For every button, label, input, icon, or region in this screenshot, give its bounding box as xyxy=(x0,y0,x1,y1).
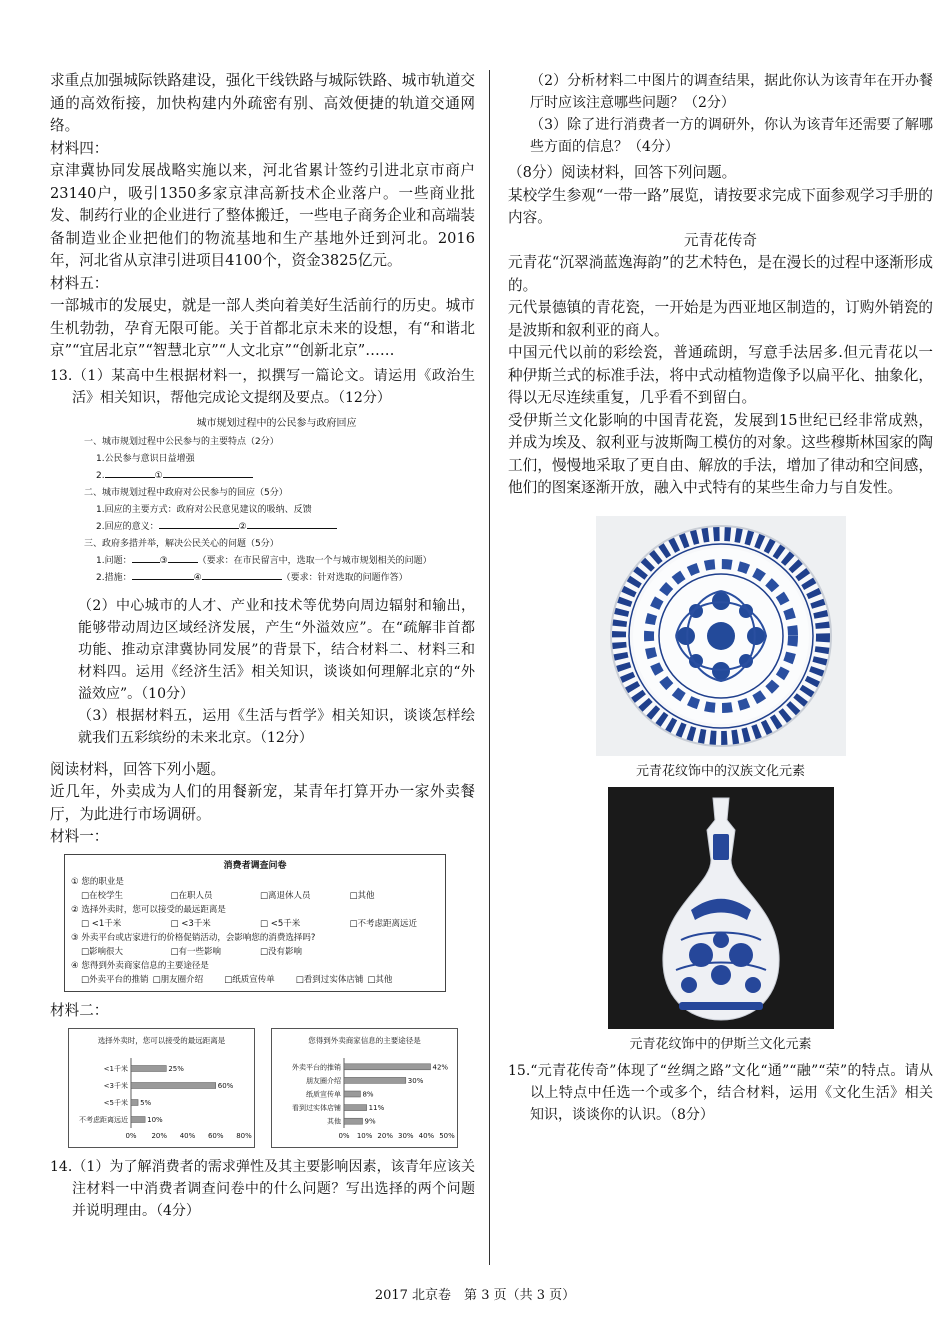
info-source-chart xyxy=(271,1028,458,1148)
survey-option: □在校学生 xyxy=(81,890,124,901)
x-tick-label: 40% xyxy=(179,1132,196,1140)
category-label: 纸质宣传单 xyxy=(306,1090,341,1099)
material-4-title: 材料四： xyxy=(50,139,109,157)
plate-caption: 元青花纹饰中的汉族文化元素 xyxy=(635,763,805,779)
continued-paragraph: 求重点加强城际铁路建设，强化干线铁路与城际铁路、城市轨道交通的高效衔接，加快构建内外疏密有别、高效便捷的轨道交通网络。 xyxy=(50,72,475,134)
survey-option: □有一些影响 xyxy=(170,946,222,957)
distance-chart xyxy=(68,1028,255,1148)
x-tick-label: 80% xyxy=(236,1132,252,1140)
distance-chart-svg xyxy=(69,1046,254,1146)
data-bar xyxy=(344,1064,431,1070)
data-label: 30% xyxy=(407,1076,424,1085)
category-label: 不考虑距离远近 xyxy=(79,1116,128,1124)
blue-white-plate-image xyxy=(596,516,846,756)
category-label: 朋友圈介绍 xyxy=(306,1076,341,1085)
question-13-2: （2）中心城市的人才、产业和技术等优势向周边辐射和输出，能够带动周边区域经济发展，产生“外溢效应”。在“疏解非首都功能、推动京津冀协同发展”的背景下，结合材料二、材料三和材料四。运用《经济生活》相关知识，谈谈如何理解北京的“外溢效应”。（10分） xyxy=(78,597,475,702)
paragraph-4: 受伊斯兰文化影响的中国青花瓷，发展到15世纪已经非常成熟，并成为埃及、叙利亚与波斯陶工模仿的对象。这些穆斯林国家的陶工们，慢慢地采取了更自由、解放的手法，增加了律动和空间感，他们的图案逐渐开放，融入中式特有的某些生命力与自发性。 xyxy=(508,411,933,496)
category-label: <1千米 xyxy=(103,1065,128,1073)
category-label: 其他 xyxy=(327,1117,341,1126)
data-label: 8% xyxy=(362,1090,374,1099)
survey-option: □ <1千米 xyxy=(81,918,122,929)
reading-instruction-2: （8分）阅读材料，回答下列问题。 xyxy=(508,164,737,181)
essay-outline xyxy=(78,415,475,587)
outline-item-2a: 1.回应的主要方式：政府对公民意见建议的吸纳、反馈 xyxy=(96,504,312,515)
question-14-1: 14.（1）为了解消费者的需求弹性及其主要影响因素，该青年应该关注材料一中消费者调查问卷中的什么问题？写出选择的两个问题并说明理由。（4分） xyxy=(50,1159,475,1219)
material-2-title: 材料二： xyxy=(50,1001,109,1019)
material-4-body: 京津冀协同发展战略实施以来，河北省累计签约引进北京市商户23140户，吸引1350多家京津高新技术企业落户。一些商业批发、制药行业的企业进行了整体搬迁，一些电子商务企业和高端装备制造业企业把他们的物流基地和生产基地外迁到河北。2016年，河北省从京津引进项目4100个，资金3825亿元。 xyxy=(50,162,475,269)
paragraph-3: 中国元代以前的彩绘瓷，普通疏朗，写意手法居多.但元青花以一种伊斯兰式的标准手法，将中式动植物造像予以扁平化、抽象化，得以无尽连续重复，几乎看不到留白。 xyxy=(508,344,933,406)
data-label: 10% xyxy=(147,1116,163,1124)
survey-q1-options xyxy=(71,889,439,903)
x-tick-label: 50% xyxy=(439,1132,455,1140)
survey-q3-options xyxy=(71,945,439,959)
data-bar xyxy=(131,1117,145,1123)
survey-option: □外卖平台的推销 xyxy=(81,974,149,985)
outline-title: 城市规划过程中的公民参与政府回应 xyxy=(196,417,357,429)
outline-item-3a: 1.问题： ③ （要求：在市民留言中，选取一个与城市规划相关的问题） xyxy=(96,555,432,566)
outline-section-2: 二、城市规划过程中政府对公民参与的回应（5分） xyxy=(84,487,288,498)
data-bar xyxy=(344,1118,363,1124)
category-label: 看到过实体店铺 xyxy=(292,1104,341,1113)
outline-item-1a: 1.公民参与意识日益增强 xyxy=(96,453,195,464)
right-column xyxy=(508,70,933,1126)
question-15: 15.“元青花传奇”体现了“丝绸之路”文化“通”“融”“荣”的特点。请从以上特点中任选一个或多个，结合材料，运用《文化生活》相关知识，谈谈你的认识。（8分） xyxy=(508,1062,933,1123)
info-source-chart-svg xyxy=(272,1046,457,1146)
left-column xyxy=(50,70,475,1222)
survey-option: □不考虑距离远近 xyxy=(349,918,418,929)
x-tick-label: 30% xyxy=(398,1132,414,1140)
outline-item-2b: 2.回应的意义： ② xyxy=(78,519,475,536)
question-14-2: （2）分析材料二中图片的调查结果，据此你认为该青年在开办餐厅时应该注意哪些问题？（2分） xyxy=(530,73,933,111)
survey-q4: ④ 您得到外卖商家信息的主要途径是 xyxy=(71,960,209,971)
outline-section-3: 三、政府多措并举，解决公民关心的问题（5分） xyxy=(84,538,279,549)
survey-option: □在职人员 xyxy=(170,890,213,901)
survey-option: □朋友圈介绍 xyxy=(152,974,204,985)
data-label: 5% xyxy=(140,1099,152,1107)
data-label: 11% xyxy=(368,1104,385,1113)
data-label: 9% xyxy=(364,1117,376,1126)
vase-caption: 元青花纹饰中的伊斯兰文化元素 xyxy=(629,1036,812,1052)
survey-q3: ③ 外卖平台或店家进行的价格促销活动，会影响您的消费选择吗? xyxy=(71,932,316,943)
survey-option: □离退休人员 xyxy=(260,890,311,901)
x-tick-label: 20% xyxy=(151,1132,168,1140)
x-tick-label: 10% xyxy=(356,1132,373,1140)
question-13-1: 13.（1）某高中生根据材料一，拟撰写一篇论文。请运用《政治生活》相关知识，帮他完成论文提纲及要点。（12分） xyxy=(50,367,475,406)
survey-q1: ① 您的职业是 xyxy=(71,876,124,887)
data-label: 60% xyxy=(217,1082,234,1090)
survey-option: □纸质宣传单 xyxy=(224,974,275,985)
x-tick-label: 60% xyxy=(207,1132,224,1140)
question-14-3: （3）除了进行消费者一方的调研外，你认为该青年还需要了解哪些方面的信息？（4分） xyxy=(530,117,933,155)
data-bar xyxy=(131,1083,216,1089)
blue-white-vase-image xyxy=(608,787,834,1029)
exhibition-intro: 某校学生参观“一带一路”展览，请按要求完成下面参观学习手册的内容。 xyxy=(508,186,933,226)
survey-title: 消费者调查问卷 xyxy=(223,860,287,871)
survey-option: □ <5千米 xyxy=(260,918,301,929)
data-bar xyxy=(344,1077,406,1083)
reading-instruction: 阅读材料，回答下列小题。 xyxy=(50,760,226,778)
survey-option: □其他 xyxy=(349,890,375,901)
paragraph-2: 元代景德镇的青花瓷，一开始是为西亚地区制造的，订购外销瓷的是波斯和叙利亚的商人。 xyxy=(508,299,933,339)
survey-option: □ <3千米 xyxy=(170,918,211,929)
distance-chart-title: 选择外卖时，您可以接受的最远距离是 xyxy=(97,1036,226,1045)
column-divider xyxy=(489,70,490,1265)
material-5-title: 材料五： xyxy=(50,274,109,292)
x-tick-label: 40% xyxy=(418,1132,435,1140)
survey-q2: ② 选择外卖时，您可以接受的最远距离是 xyxy=(71,904,226,915)
material-5-body: 一部城市的发展史，就是一部人类向着美好生活前行的历史。城市生机勃勃，孕育无限可能。关于首都北京未来的设想，有“和谐北京”“宜居北京”“智慧北京”“人文北京”“创新北京”…… xyxy=(50,297,475,359)
consumer-survey xyxy=(64,854,446,992)
takeout-intro: 近几年，外卖成为人们的用餐新宠，某青年打算开办一家外卖餐厅，为此进行市场调研。 xyxy=(50,783,475,823)
survey-q4-options xyxy=(71,973,439,987)
data-bar xyxy=(131,1100,138,1106)
info-source-chart-title: 您得到外卖商家信息的主要途径是 xyxy=(308,1036,421,1045)
data-bar xyxy=(344,1091,360,1097)
category-label: <5千米 xyxy=(103,1099,128,1107)
paragraph-1: 元青花“沉翠淌蓝逸海韵”的艺术特色，是在漫长的过程中逐渐形成的。 xyxy=(508,254,933,294)
survey-option: □没有影响 xyxy=(260,946,303,957)
survey-charts xyxy=(68,1028,475,1148)
outline-item-1b: 2. ① xyxy=(78,468,475,485)
section-heading: 元青花传奇 xyxy=(684,231,757,249)
data-bar xyxy=(131,1066,166,1072)
outline-item-3b: 2.措施： ④ （要求：针对选取的问题作答） xyxy=(96,572,408,583)
page-footer: 2017 北京卷 第 3 页（共 3 页） xyxy=(374,1288,576,1303)
category-label: <3千米 xyxy=(103,1082,128,1090)
survey-option: □看到过实体店铺 xyxy=(295,974,364,985)
material-1-title: 材料一： xyxy=(50,828,109,845)
survey-option: □影响很大 xyxy=(81,946,124,957)
data-label: 25% xyxy=(168,1065,184,1073)
survey-q2-options xyxy=(71,917,439,931)
survey-option: □其他 xyxy=(367,974,393,985)
outline-section-1: 一、城市规划过程中公民参与的主要特点（2分） xyxy=(84,436,279,447)
question-13-3: （3）根据材料五，运用《生活与哲学》相关知识，谈谈怎样绘就我们五彩缤纷的未来北京。（12分） xyxy=(78,707,475,746)
category-label: 外卖平台的推销 xyxy=(292,1063,341,1072)
data-bar xyxy=(344,1105,367,1111)
x-tick-label: 0% xyxy=(125,1132,137,1140)
x-tick-label: 20% xyxy=(377,1132,393,1140)
data-label: 42% xyxy=(432,1063,449,1072)
x-tick-label: 0% xyxy=(338,1132,350,1140)
